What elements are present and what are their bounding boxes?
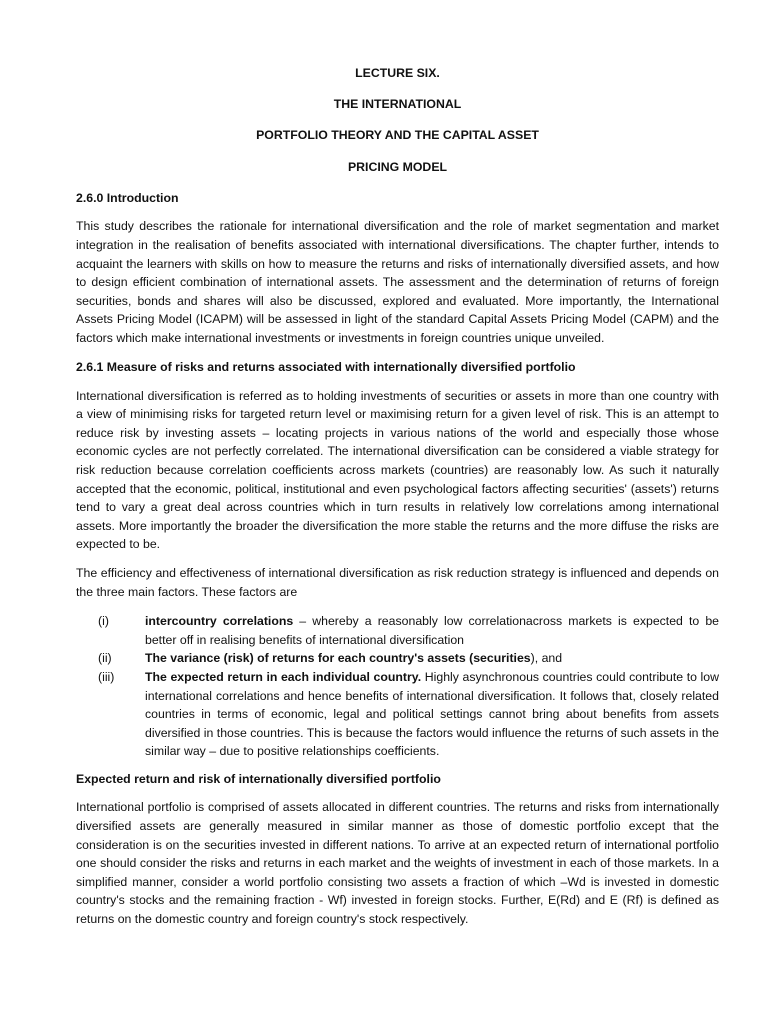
list-item-bold: The variance (risk) of returns for each country's assets (securities [145,651,531,666]
list-item-text [145,649,719,668]
measure-paragraph-1: International diversification is referred as to holding investments of securities or assets in more than one country with a view of minimising risks for targeted return level or maximising return for a given level of risk. This is an attempt to reduce risk by investing assets – locating projects in various nations of the world and especially those whose economic cycles are not perfectly correlated. The international diversification can be considered a viable strategy for risk reduction because correlation coefficients across markets (countries) are reasonably low. As such it naturally accepted that the economic, political, institutional and even psychological factors affecting securities' (assets') returns tend to vary a great deal across countries which in turn results in relatively low correlations among international assets. More importantly the broader the diversification the more stable the returns and the more diffuse the risks are expected to be. [76,388,719,552]
list-item-number: (ii) [98,651,112,666]
list-item-bold: The expected return in each individual country. [145,669,422,684]
list-item-bold: intercountry correlations [145,614,294,629]
list-item-text [145,612,719,649]
factors-list [76,612,719,761]
lecture-title: LECTURE SIX. [355,66,440,80]
list-item [76,668,719,761]
list-item-text [145,668,719,761]
measure-heading: 2.6.1 Measure of risks and returns associated with internationally diversified portfolio [76,360,576,374]
expected-return-heading: Expected return and risk of internationally diversified portfolio [76,771,441,786]
document-title-line-2: PORTFOLIO THEORY AND THE CAPITAL ASSET [256,128,539,143]
list-item [76,612,719,649]
expected-return-paragraph: International portfolio is comprised of assets allocated in different countries. The returns and risks from internationally diversified assets are generally measured in similar manner as those of domestic portfolio except that the consideration is on the securities invested in different nations. To arrive at an expected return of international portfolio one should consider the risks and returns in each market and the weights of investment in each of those markets. In a simplified manner, consider a world portfolio consisting two assets a fraction of which –Wd is invested in domestic country's stocks and the remaining fraction - Wf) invested in foreign stocks. Further, E(Rd) and E (Rf) is defined as returns on the domestic country and foreign country's stock respectively. [76,800,719,927]
list-item-number: (i) [98,614,109,629]
document-title-line-1: THE INTERNATIONAL [333,97,462,112]
measure-paragraph-2: The efficiency and effectiveness of international diversification as risk reduction strategy is influenced and depends on the three main factors. These factors are [76,566,719,600]
list-item [76,649,719,668]
list-item-number: (iii) [98,669,115,684]
intro-paragraph: This study describes the rationale for international diversification and the role of market segmentation and market integration in the realisation of benefits associated with international diversifications. The chapter further, intends to acquaint the learners with skills on how to measure the returns and risks of internationally diversified assets, and how to design efficient combination of international assets. The assessment and the determination of returns of foreign securities, bonds and shares will also be discussed, explored and evaluated. More importantly, the International Assets Pricing Model (ICAPM) will be assessed in light of the standard Capital Assets Pricing Model (CAPM) and the factors which make international investments or investments in foreign countries unique unveiled. [76,219,719,345]
intro-heading: 2.6.0 Introduction [76,190,179,205]
document-title-line-3: PRICING MODEL [347,159,448,174]
list-item-rest: Highly asynchronous countries could contribute to low international correlations and hence benefits of international diversification. It follows that, closely related countries in terms of economic, legal and political settings cannot bring about benefits from assets diversified in those countries. This is because the factors would influence the returns of such assets in the similar way – due to positive relationships coefficients. [145,669,719,759]
list-item-rest: ), and [530,651,563,666]
list-item-rest: – whereby a reasonably low correlationacross markets is expected to be better off in realising benefits of international diversification [145,614,719,647]
document-page [76,64,719,939]
